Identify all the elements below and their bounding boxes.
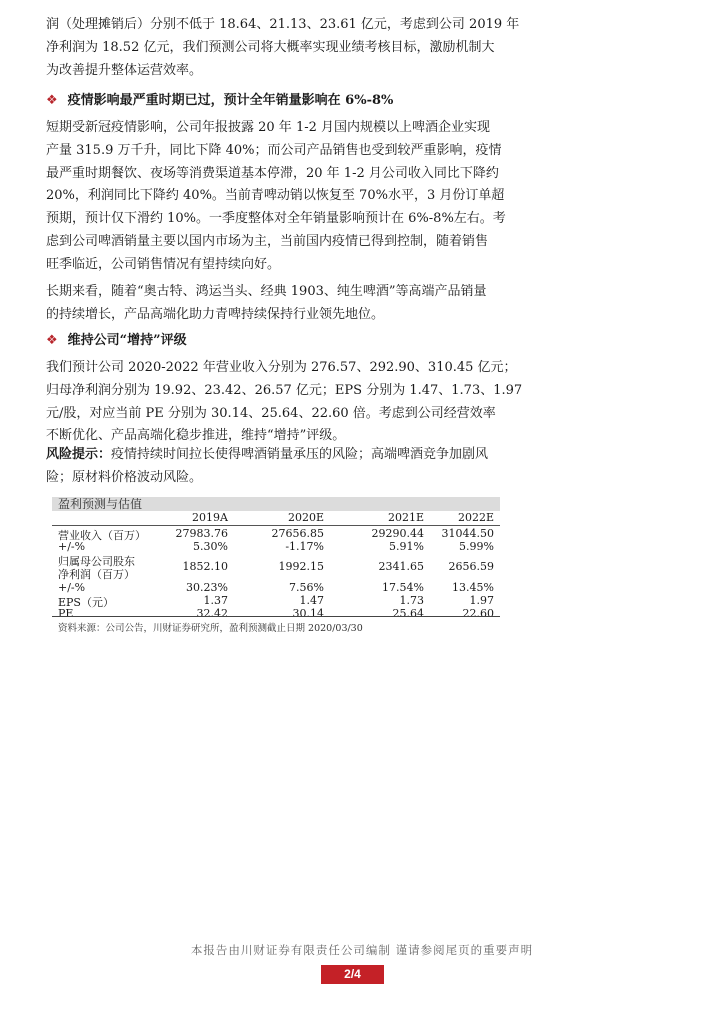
table-cell: 32.42 xyxy=(196,607,228,620)
table-cell: 5.30% xyxy=(193,540,228,553)
column-header: 2019A xyxy=(192,511,228,524)
text-line: 产量 315.9 万千升，同比下降 40%；而公司产品销售也受到较严重影响，疫情 xyxy=(46,142,502,158)
row-label: EPS（元） xyxy=(58,596,114,609)
table-cell: 1.73 xyxy=(399,594,424,607)
table-cell: 7.56% xyxy=(289,581,324,594)
row-label-continued: 净利润（百万） xyxy=(58,568,135,581)
table-cell: 1852.10 xyxy=(182,560,228,573)
table-cell: 1992.15 xyxy=(278,560,324,573)
table-cell: 27983.76 xyxy=(175,527,228,540)
column-header: 2021E xyxy=(387,511,424,524)
paragraph-epidemic-impact xyxy=(46,117,680,277)
section-heading-epidemic xyxy=(46,91,393,111)
table-cell: -1.17% xyxy=(285,540,324,553)
table-row xyxy=(52,581,500,594)
text-line: 归母净利润分别为 19.92、23.42、26.57 亿元；EPS 分别为 1.47、1.73、1.97 xyxy=(46,382,523,398)
text-line: 为改善提升整体运营效率。 xyxy=(46,62,203,78)
paragraph-long-term xyxy=(46,281,680,327)
table-cell: 5.91% xyxy=(389,540,424,553)
table-row xyxy=(52,607,500,620)
page-number-badge: 2/4 xyxy=(321,965,384,984)
text-line: 润（处理摊销后）分别不低于 18.64、21.13、23.61 亿元，考虑到公司 2019 年 xyxy=(46,17,520,32)
table-cell: 27656.85 xyxy=(271,527,324,540)
text-line: 预期，预计仅下滑约 10%。一季度整体对全年销量影响预计在 6%-8%左右。考 xyxy=(46,211,506,227)
text-line: 虑到公司啤酒销量主要以国内市场为主，当前国内疫情已得到控制，随着销售 xyxy=(46,233,489,249)
table-cell: 29290.44 xyxy=(371,527,424,540)
table-row xyxy=(52,540,500,553)
text-line: 险；原材料价格波动风险。 xyxy=(46,469,203,485)
text-line: 长期来看，随着“奥古特、鸿运当头、经典 1903、纯生啤酒”等高端产品销量 xyxy=(46,284,487,299)
section-heading-rating xyxy=(46,331,187,351)
column-header: 2022E xyxy=(457,511,494,524)
row-label: 归属母公司股东 xyxy=(58,555,135,568)
heading-text: 维持公司“增持”评级 xyxy=(67,333,187,348)
table-cell: 5.99% xyxy=(459,540,494,553)
paragraph-incentive xyxy=(46,14,680,82)
text-line: 不断优化、产品高端化稳步推进，维持“增持”评级。 xyxy=(46,428,346,444)
table-cell: 2656.59 xyxy=(448,560,494,573)
diamond-bullet-icon: ❖ xyxy=(46,333,58,348)
table-cell: 1.37 xyxy=(203,594,228,607)
table-column-header xyxy=(52,511,500,526)
diamond-bullet-icon: ❖ xyxy=(46,93,58,108)
table-cell: 25.64 xyxy=(392,607,424,620)
column-header: 2020E xyxy=(287,511,324,524)
heading-text: 疫情影响最严重时期已过，预计全年销量影响在 6%-8% xyxy=(67,93,394,108)
paragraph-forecast xyxy=(46,357,680,448)
text-line: 20%，利润同比下降约 40%。当前青啤动销以恢复至 70%水平，3 月份订单超 xyxy=(46,188,505,204)
text-line: 最严重时期餐饮、夜场等消费渠道基本停滞，20 年 1-2 月公司收入同比下降约 xyxy=(46,165,499,181)
table-cell: 31044.50 xyxy=(441,527,494,540)
table-cell: 30.14 xyxy=(292,607,324,620)
table-row xyxy=(52,594,500,607)
risk-warning xyxy=(46,444,680,490)
table-cell: 13.45% xyxy=(452,581,494,594)
text-line xyxy=(46,444,680,467)
table-cell: 2341.65 xyxy=(378,560,424,573)
table-cell: 17.54% xyxy=(382,581,424,594)
risk-label: 风险提示： xyxy=(46,447,112,462)
row-label: PE xyxy=(58,607,74,620)
table-cell: 22.60 xyxy=(462,607,494,620)
text-line: 我们预计公司 2020-2022 年营业收入分别为 276.57、292.90、310.45 亿元； xyxy=(46,360,517,375)
row-label: +/-% xyxy=(58,581,86,594)
table-row xyxy=(52,527,500,540)
table-row xyxy=(52,553,500,581)
table-bottom-rule xyxy=(52,616,500,617)
footer-disclaimer: 本报告由川财证券有限责任公司编制 谨请参阅尾页的重要声明 xyxy=(190,943,534,957)
text-line: 元/股，对应当前 PE 分别为 30.14、25.64、22.60 倍。考虑到公司经营效率 xyxy=(46,405,496,421)
row-label: +/-% xyxy=(58,540,86,553)
text-line: 旺季临近，公司销售情况有望持续向好。 xyxy=(46,256,281,272)
table-source-note: 资料来源：公司公告，川财证券研究所，盈利预测截止日期 2020/03/30 xyxy=(58,623,363,634)
table-cell: 30.23% xyxy=(186,581,228,594)
earnings-forecast-table xyxy=(52,497,500,620)
text-line: 的持续增长，产品高端化助力青啤持续保持行业领先地位。 xyxy=(46,306,385,322)
table-cell: 1.97 xyxy=(469,594,494,607)
table-cell: 1.47 xyxy=(299,594,324,607)
row-label: 营业收入（百万） xyxy=(58,529,146,542)
table-title: 盈利预测与估值 xyxy=(52,497,500,511)
risk-text: 疫情持续时间拉长使得啤酒销量承压的风险；高端啤酒竞争加剧风 xyxy=(111,447,489,462)
text-line: 净利润为 18.52 亿元，我们预测公司将大概率实现业绩考核目标，激励机制大 xyxy=(46,39,495,55)
text-line: 短期受新冠疫情影响，公司年报披露 20 年 1-2 月国内规模以上啤酒企业实现 xyxy=(46,120,491,135)
